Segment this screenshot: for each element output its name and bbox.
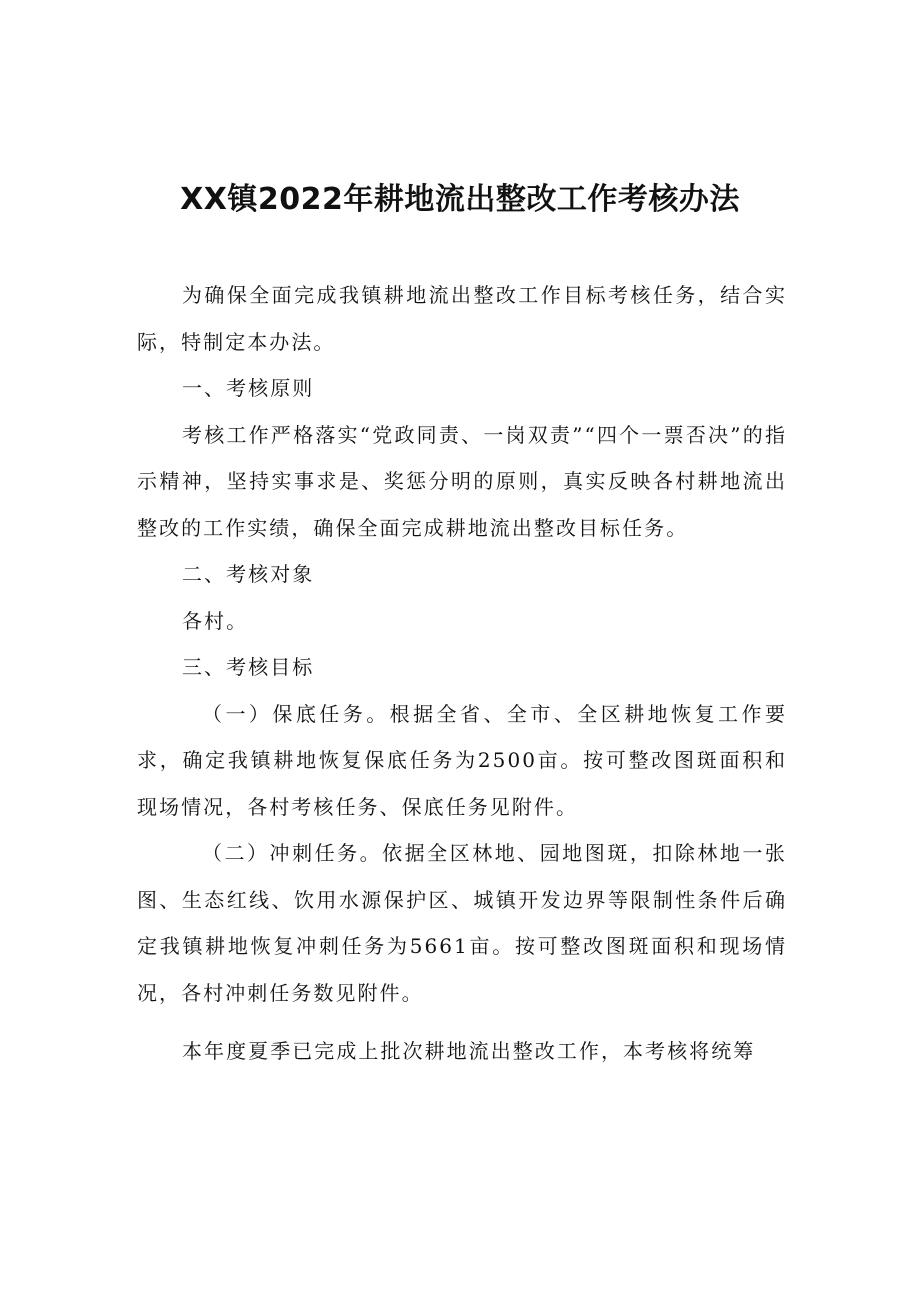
section-heading-target: 二、考核对象: [182, 562, 315, 586]
intro-paragraph: 为确保全面完成我镇耕地流出整改工作目标考核任务，结合实际，特制定本办法。: [137, 283, 787, 354]
closing-paragraph: 本年度夏季已完成上批次耕地流出整改工作，本考核将统筹: [182, 1039, 756, 1063]
baseline-task-paragraph: （一）保底任务。根据全省、全市、全区耕地恢复工作要求，确定我镇耕地恢复保底任务为2500亩。按可整改图斑面积和现场情况，各村考核任务、保底任务见附件。: [137, 701, 787, 819]
document-body: [137, 272, 787, 1075]
sprint-task-paragraph: （二）冲刺任务。依据全区林地、园地图斑，扣除林地一张图、生态红线、饮用水源保护区、城镇开发边界等限制性条件后确定我镇耕地恢复冲刺任务为5661亩。按可整改图斑面积和现场情况，各村冲刺任务数见附件。: [137, 841, 787, 1005]
target-paragraph: 各村。: [182, 608, 249, 633]
document-title: XX镇2022年耕地流出整改工作考核办法: [180, 182, 740, 217]
principle-paragraph: 考核工作严格落实“党政同责、一岗双责”“四个一票否决”的指示精神，坚持实事求是、奖惩分明的原则，真实反映各村耕地流出整改的工作实绩，确保全面完成耕地流出整改目标任务。: [137, 422, 787, 540]
section-heading-principle: 一、考核原则: [182, 376, 315, 400]
section-heading-goal: 三、考核目标: [182, 655, 315, 679]
